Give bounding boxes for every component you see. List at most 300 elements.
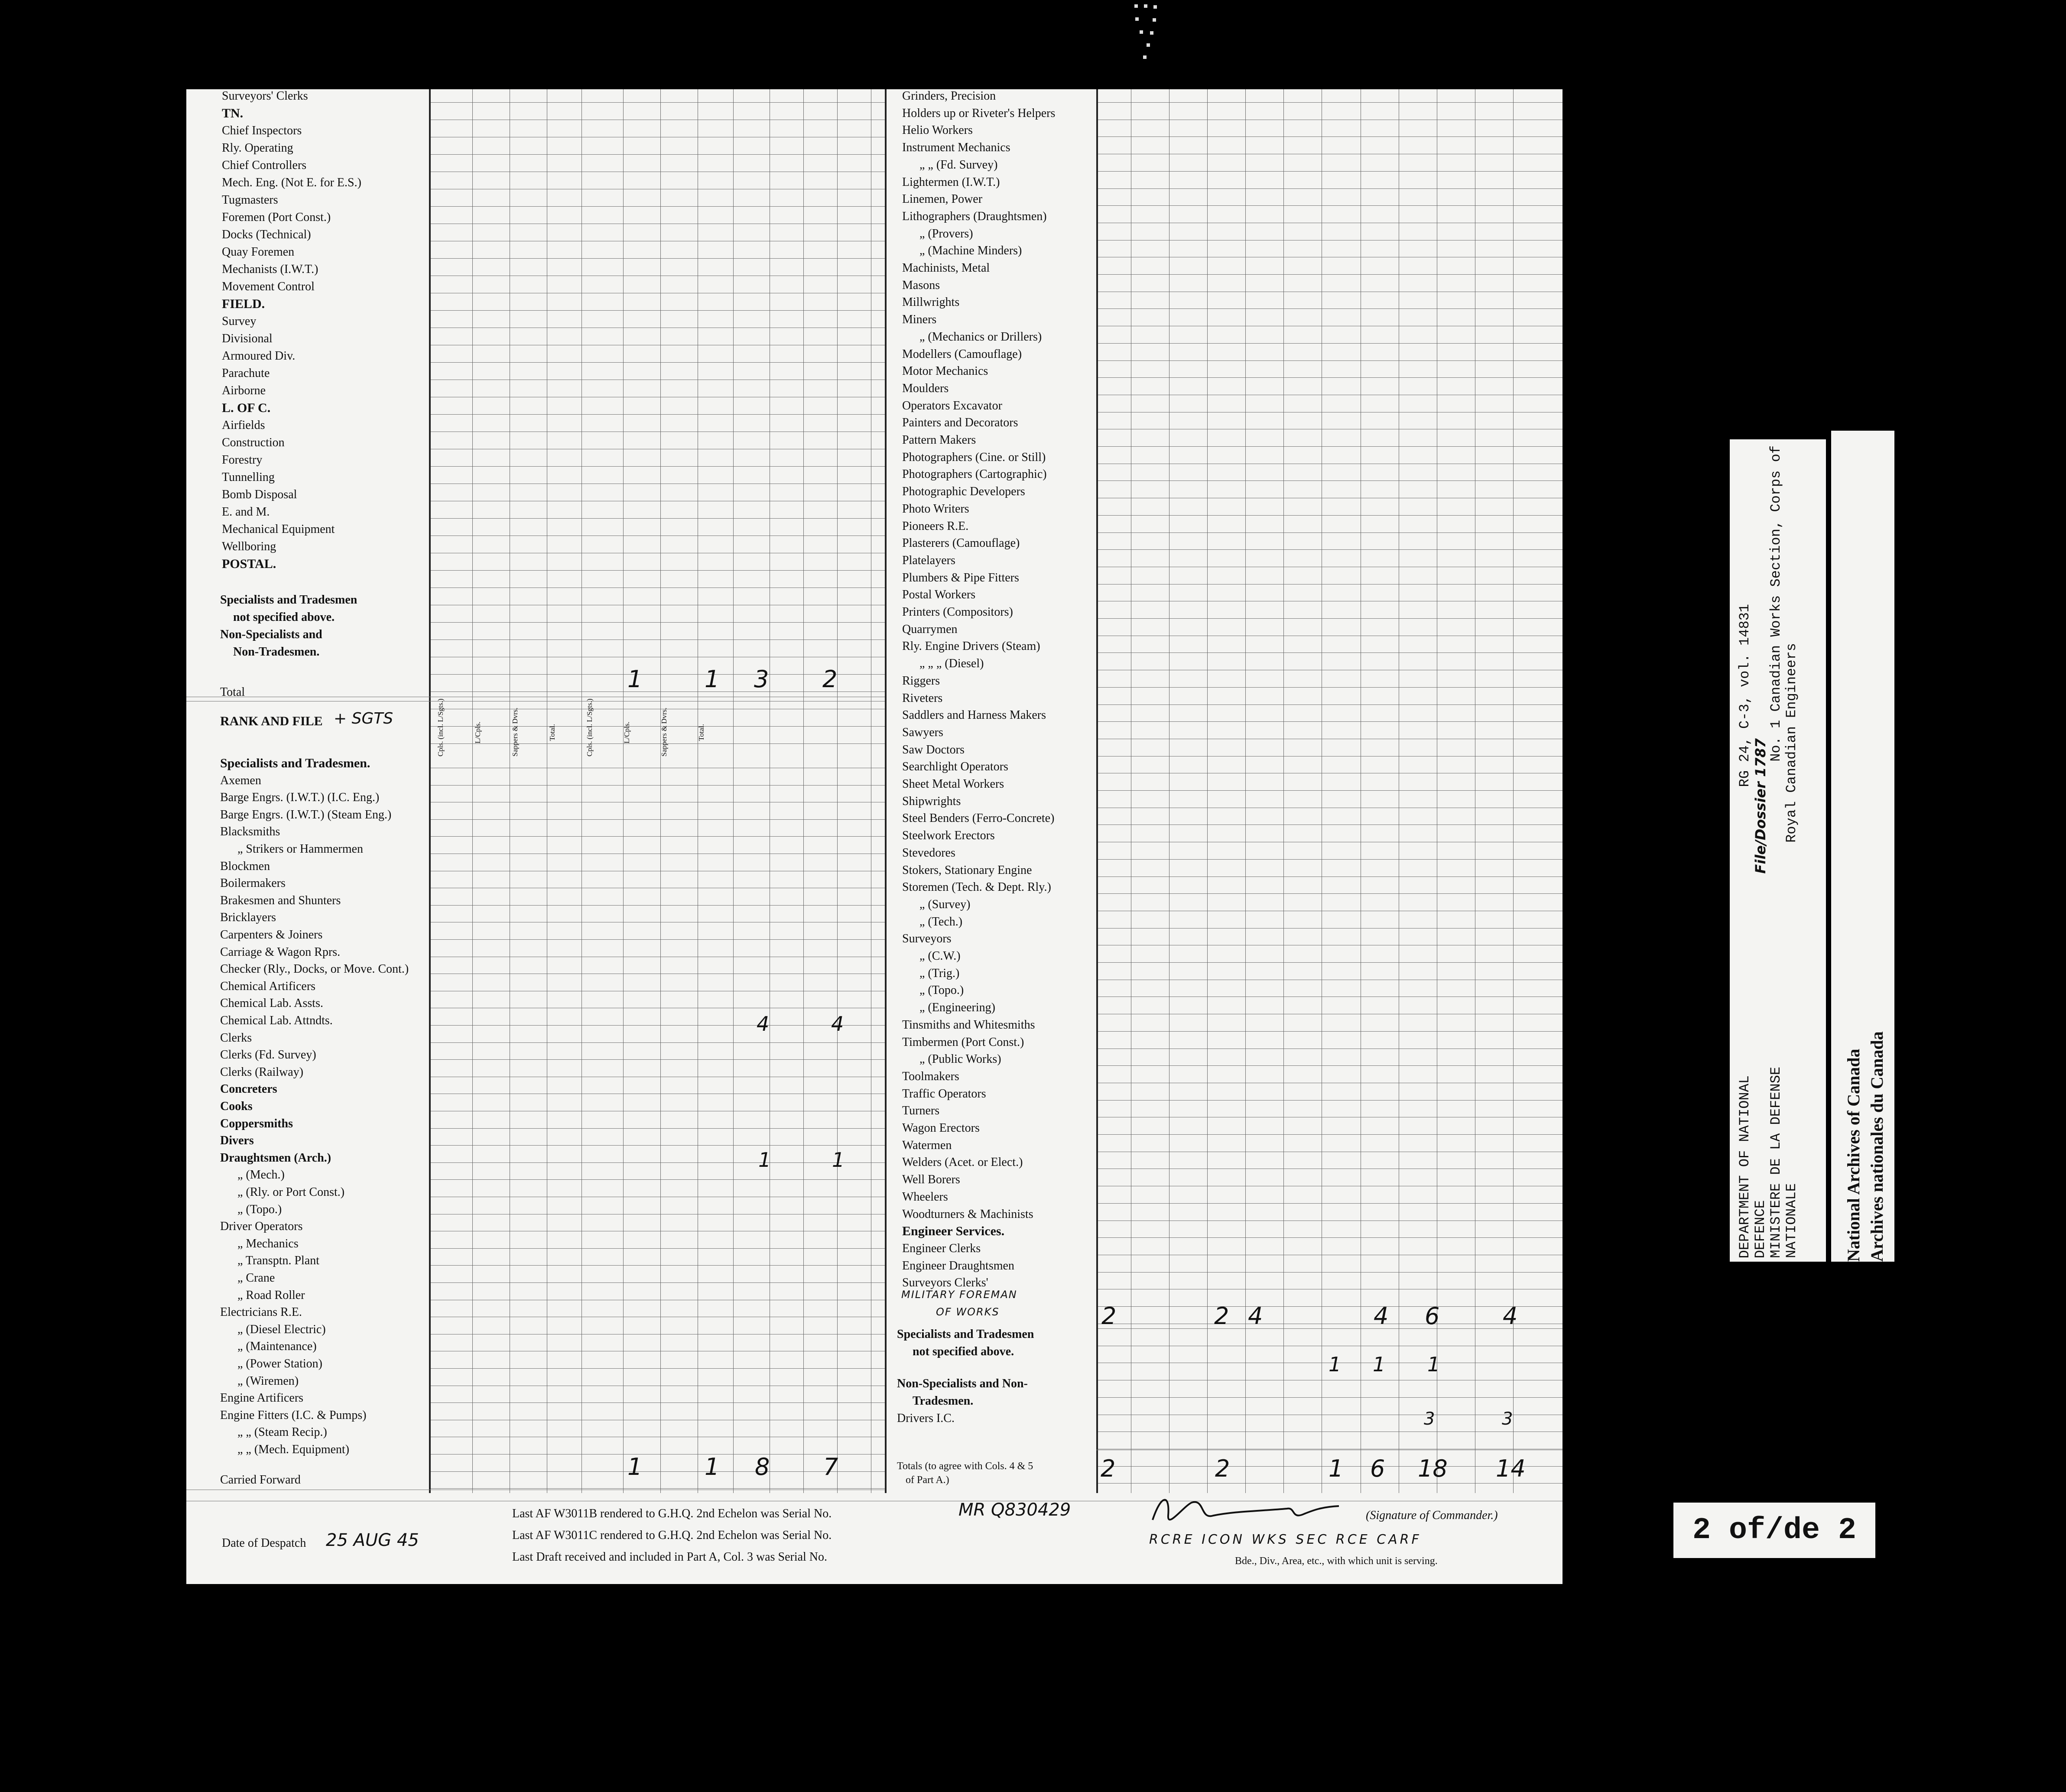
right-grid-row [1096, 1237, 1562, 1238]
right-label-6: Linemen, Power [902, 192, 983, 206]
nonspec-entry-2: 1 [1373, 1353, 1386, 1376]
right-label-34: Riggers [902, 674, 940, 688]
total-label: Total [220, 685, 245, 699]
left-bottom-label-6: Blockmen [220, 859, 270, 873]
right-grid-row [1096, 790, 1562, 791]
left-grid-row [429, 1248, 885, 1249]
left-grid-row [429, 1145, 885, 1146]
right-grid-col-5 [1283, 89, 1284, 1493]
left-bottom-label-13: Chemical Artificers [220, 979, 316, 993]
military-foreman-hw-2: OF WORKS [936, 1306, 1000, 1318]
right-label-51: „ (Trig.) [919, 966, 960, 980]
right-label-65: Woodturners & Machinists [902, 1207, 1033, 1221]
stamp-ref-1: RG 24, C-3, vol. 14831 [1737, 604, 1753, 787]
right-label-19: Painters and Decorators [902, 416, 1018, 430]
right-label-53: „ (Engineering) [919, 1001, 995, 1015]
left-bottom-label-19: Concreters [220, 1082, 277, 1096]
right-label-58: Traffic Operators [902, 1087, 986, 1101]
right-label-30: Printers (Compositors) [902, 605, 1013, 619]
right-label-2: Helio Workers [902, 123, 973, 137]
left-grid-row [429, 414, 885, 415]
col-header-2: Sappers & Dvrs. [511, 708, 519, 756]
nonspec-entry-1: 1 [1329, 1353, 1342, 1376]
left-top-label-10: Mechanists (I.W.T.) [222, 263, 318, 276]
totals-entry-4: 6 [1370, 1455, 1385, 1482]
right-label-10: Machinists, Metal [902, 261, 990, 275]
left-bottom-label-3: Barge Engrs. (I.W.T.) (Steam Eng.) [220, 808, 392, 821]
left-spec-4: Non-Tradesmen. [233, 645, 320, 659]
right-label-4: „ „ (Fd. Survey) [919, 158, 998, 172]
scan-artifact [1131, 0, 1170, 65]
right-label-44: Stevedores [902, 846, 955, 860]
carried-forward-entry-4: 7 [823, 1453, 838, 1480]
date-of-despatch-label: Date of Despatch [222, 1536, 306, 1550]
left-top-label-14: Divisional [222, 332, 273, 345]
left-bottom-label-9: Bricklayers [220, 911, 276, 925]
col-header-0: Cpls. (incl. L/Sgts.) [436, 698, 445, 756]
left-grid-row [429, 939, 885, 940]
right-label-23: Photographic Developers [902, 485, 1025, 499]
unit-handwritten: RCRE ICON WKS SEC RCE CARF [1149, 1532, 1422, 1547]
right-label-21: Photographers (Cine. or Still) [902, 450, 1046, 464]
totals-entry-1: 2 [1101, 1455, 1116, 1482]
right-label-41: Shipwrights [902, 794, 961, 808]
right-grid-row [1096, 532, 1562, 533]
right-label-38: Saw Doctors [902, 743, 965, 756]
rank-and-file-label: RANK AND FILE [220, 714, 323, 728]
right-label-43: Steelwork Erectors [902, 829, 995, 843]
right-grid-row [1096, 136, 1562, 137]
right-grid-row [1096, 308, 1562, 309]
drivers-ic-label: Drivers I.C. [897, 1412, 955, 1425]
right-label-18: Operators Excavator [902, 399, 1002, 412]
right-label-17: Moulders [902, 381, 949, 395]
left-bottom-label-18: Clerks (Railway) [220, 1065, 304, 1079]
left-top-label-16: Parachute [222, 367, 270, 380]
left-bottom-label-1: Axemen [220, 773, 261, 787]
left-top-label-5: Mech. Eng. (Not E. for E.S.) [222, 176, 361, 189]
right-grid-row [1096, 962, 1562, 963]
left-grid-row [429, 1128, 885, 1129]
right-label-55: Timbermen (Port Const.) [902, 1035, 1024, 1049]
right-label-67: Engineer Clerks [902, 1241, 981, 1255]
nonspec-entry-3: 1 [1427, 1353, 1440, 1376]
left-grid-row [429, 570, 885, 571]
stamp-line-4: NATIONALE [1783, 1183, 1800, 1258]
right-label-20: Pattern Makers [902, 433, 976, 447]
left-top-label-26: Wellboring [222, 540, 276, 553]
right-label-49: Surveyors [902, 932, 952, 946]
left-top-label-0: Surveyors' Clerks [222, 89, 308, 103]
left-bottom-label-0: Specialists and Tradesmen. [220, 756, 370, 770]
left-spec-3: Non-Specialists and [220, 628, 322, 641]
right-grid-row [1096, 1397, 1562, 1398]
left-top-label-9: Quay Foremen [222, 245, 295, 259]
left-grid-row [429, 466, 885, 467]
footer-last-draft: Last Draft received and included in Part A, Col. 3 was Serial No. [512, 1550, 828, 1564]
left-top-label-20: Construction [222, 436, 285, 449]
right-grid-row [1096, 1065, 1562, 1066]
stamp-ref-4: Royal Canadian Engineers [1783, 643, 1800, 843]
right-label-52: „ (Topo.) [919, 984, 964, 997]
left-grid-row [429, 836, 885, 837]
left-top-label-22: Tunnelling [222, 471, 275, 484]
left-top-label-25: Mechanical Equipment [222, 523, 335, 536]
left-bottom-label-20: Cooks [220, 1100, 253, 1113]
right-grid-row [1096, 480, 1562, 481]
nac-stamp [1831, 431, 1894, 1262]
left-bottom-label-12: Checker (Rly., Docks, or Move. Cont.) [220, 962, 409, 976]
mfow-entry-2: 2 [1214, 1302, 1229, 1330]
left-grid-row [429, 905, 885, 906]
right-grid-row [1096, 1031, 1562, 1032]
left-top-label-27: POSTAL. [222, 557, 276, 571]
left-grid-col-4 [581, 89, 582, 1493]
left-grid-row [429, 258, 885, 259]
footer-last-b-value: MR Q830429 [958, 1500, 1071, 1520]
left-bottom-label-24: „ (Mech.) [237, 1168, 285, 1182]
total-entry-1: 1 [627, 666, 643, 693]
right-grid-row [1096, 1306, 1562, 1307]
col-header-3: Total. [548, 724, 556, 741]
right-label-28: Plumbers & Pipe Fitters [902, 571, 1019, 584]
commander-signature [1148, 1490, 1348, 1533]
right-label-40: Sheet Metal Workers [902, 777, 1004, 791]
right-grid-row [1096, 377, 1562, 378]
right-label-47: „ (Survey) [919, 897, 971, 911]
right-label-68: Engineer Draughtsmen [902, 1259, 1014, 1273]
right-label-50: „ (C.W.) [919, 949, 961, 963]
left-bottom-label-7: Boilermakers [220, 877, 286, 890]
rank-and-file-handwritten: + SGTS [334, 710, 393, 727]
left-bottom-label-4: Blacksmiths [220, 825, 280, 839]
col-header-1: L/Cpls. [474, 721, 482, 744]
left-top-label-6: Tugmasters [222, 193, 278, 207]
left-grid-row [429, 819, 885, 820]
right-grid-row [1096, 1272, 1562, 1273]
left-top-label-2: Chief Inspectors [222, 124, 302, 137]
center-divider [885, 89, 887, 1493]
right-nonspec-1: Non-Specialists and Non- [897, 1377, 1028, 1390]
left-grid-row [429, 1179, 885, 1180]
right-spec-2: not specified above. [913, 1345, 1014, 1358]
left-grid-row [429, 1471, 885, 1472]
col-header-7: Total. [697, 724, 705, 741]
left-grid-row [429, 726, 885, 727]
right-label-9: „ (Machine Minders) [919, 244, 1022, 258]
left-grid-col-6 [660, 89, 661, 1493]
right-label-54: Tinsmiths and Whitesmiths [902, 1018, 1035, 1032]
left-bottom-label-15: Chemical Lab. Attndts. [220, 1014, 333, 1027]
carried-forward-entry-1: 1 [627, 1453, 643, 1480]
left-grid-col-11 [837, 89, 838, 1493]
left-top-label-13: Survey [222, 315, 257, 328]
totals-entry-5: 18 [1418, 1455, 1448, 1482]
right-nonspec-2: Tradesmen. [913, 1394, 974, 1408]
left-top-label-1: TN. [222, 106, 244, 120]
right-grid-row [1096, 274, 1562, 275]
left-bottom-label-34: „ (Maintenance) [237, 1340, 317, 1354]
mfow-entry-3: 4 [1248, 1302, 1263, 1330]
bde-label: Bde., Div., Area, etc., with which unit is serving. [1235, 1555, 1438, 1567]
right-label-29: Postal Workers [902, 588, 976, 602]
right-label-36: Saddlers and Harness Makers [902, 708, 1046, 722]
left-bottom-label-10: Carpenters & Joiners [220, 928, 323, 941]
mfow-entry-1: 2 [1101, 1302, 1117, 1330]
left-grid-row [429, 1162, 885, 1163]
left-grid-row [429, 1368, 885, 1369]
right-label-12: Millwrights [902, 295, 960, 309]
right-label-8: „ (Provers) [919, 227, 973, 240]
nac-french: Archives nationales du Canada [1867, 1031, 1887, 1262]
left-bottom-label-36: „ (Wiremen) [237, 1374, 299, 1388]
left-bottom-label-5: „ Strikers or Hammermen [237, 842, 364, 856]
right-grid-row [1096, 1328, 1562, 1329]
right-label-66: Engineer Services. [902, 1224, 1005, 1239]
right-grid-row [1096, 618, 1562, 619]
right-label-27: Platelayers [902, 553, 955, 567]
left-grid-row [429, 310, 885, 311]
right-label-57: Toolmakers [902, 1069, 959, 1083]
left-bottom-label-23: Draughtsmen (Arch.) [220, 1151, 331, 1165]
left-top-label-3: Rly. Operating [222, 141, 293, 155]
right-label-63: Well Borers [902, 1173, 960, 1187]
drivers-entry-1: 3 [1424, 1409, 1435, 1429]
left-grid-row [429, 622, 885, 623]
signature-label: (Signature of Commander.) [1366, 1509, 1498, 1522]
archive-stamp [1730, 439, 1826, 1262]
left-top-label-12: FIELD. [222, 297, 265, 311]
right-grid-row [1096, 515, 1562, 516]
right-label-5: Lightermen (I.W.T.) [902, 175, 1000, 189]
right-label-64: Wheelers [902, 1190, 948, 1204]
stamp-line-1: DEPARTMENT OF NATIONAL [1737, 1075, 1753, 1258]
page-indicator: 2 of/de 2 [1673, 1503, 1875, 1558]
carried-forward-entry-2: 1 [705, 1453, 720, 1480]
left-bottom-label-33: „ (Diesel Electric) [237, 1322, 326, 1336]
left-grid-row [429, 1282, 885, 1283]
left-grid-row [429, 1059, 885, 1060]
totals-entry-2: 2 [1215, 1455, 1230, 1482]
left-grid-col-8 [733, 89, 734, 1493]
right-label-33: „ „ „ (Diesel) [919, 657, 984, 671]
left-bottom-label-14: Chemical Lab. Assts. [220, 997, 323, 1010]
total-entry-2: 1 [705, 666, 720, 693]
right-label-45: Stokers, Stationary Engine [902, 863, 1032, 877]
right-label-31: Quarrymen [902, 622, 958, 636]
right-label-59: Turners [902, 1104, 940, 1118]
left-top-label-7: Foremen (Port Const.) [222, 211, 331, 224]
right-label-69: Surveyors Clerks' [902, 1276, 988, 1290]
left-top-label-23: Bomb Disposal [222, 488, 297, 501]
left-top-label-21: Forestry [222, 453, 263, 467]
carried-forward-label: Carried Forward [220, 1473, 301, 1487]
left-top-label-8: Docks (Technical) [222, 228, 311, 241]
right-grid-row [1096, 1100, 1562, 1101]
right-grid-row [1096, 343, 1562, 344]
left-top-label-15: Armoured Div. [222, 349, 296, 363]
left-bottom-label-2: Barge Engrs. (I.W.T.) (I.C. Eng.) [220, 791, 380, 805]
left-grid-row [429, 1488, 885, 1489]
drivers-entry-2: 3 [1502, 1409, 1513, 1429]
left-grid-row [429, 743, 885, 744]
right-label-13: Miners [902, 313, 937, 327]
mfow-entry-6: 4 [1503, 1302, 1518, 1330]
right-label-24: Photo Writers [902, 502, 969, 516]
left-top-label-17: Airborne [222, 384, 266, 397]
right-label-0: Grinders, Precision [902, 89, 996, 103]
right-spec-1: Specialists and Tradesmen [897, 1328, 1034, 1341]
right-grid-row [1096, 721, 1562, 722]
left-grid-row [429, 1265, 885, 1266]
left-grid-row [429, 1025, 885, 1026]
right-label-37: Sawyers [902, 725, 943, 739]
right-grid-row [1096, 102, 1562, 103]
right-label-7: Lithographers (Draughtsmen) [902, 209, 1047, 223]
footer-last-c: Last AF W3011C rendered to G.H.Q. 2nd Echelon was Serial No. [512, 1529, 832, 1542]
right-label-62: Welders (Acet. or Elect.) [902, 1156, 1023, 1169]
left-grid-row [429, 691, 885, 692]
right-label-32: Rly. Engine Drivers (Steam) [902, 640, 1040, 653]
right-grid-col-3 [1207, 89, 1208, 1493]
right-grid-border [1096, 89, 1098, 1493]
right-grid-row [1096, 704, 1562, 705]
left-top-label-11: Movement Control [222, 280, 315, 293]
totals-label-2: of Part A.) [906, 1474, 949, 1486]
left-bottom-label-25: „ (Rly. or Port Const.) [237, 1185, 345, 1199]
right-grid-row [1096, 360, 1562, 361]
left-top-label-24: E. and M. [222, 505, 270, 519]
left-top-label-18: L. OF C. [222, 401, 271, 415]
stamp-line-3: MINISTERE DE LA DEFENSE [1768, 1067, 1784, 1258]
left-bottom-label-16: Clerks [220, 1031, 252, 1045]
right-grid-row [1096, 171, 1562, 172]
left-grid-col-10 [803, 89, 804, 1493]
clerks-entry-2: 4 [831, 1012, 844, 1036]
total-entry-3: 3 [754, 666, 769, 693]
right-grid-row [1096, 1483, 1562, 1484]
right-label-56: „ (Public Works) [919, 1052, 1001, 1066]
left-bottom-label-26: „ (Topo.) [237, 1202, 282, 1216]
left-grid-row [429, 785, 885, 786]
left-bottom-label-35: „ (Power Station) [237, 1357, 322, 1370]
right-label-42: Steel Benders (Ferro-Concrete) [902, 812, 1055, 825]
left-bottom-label-37: Engine Artificers [220, 1391, 304, 1405]
right-label-1: Holders up or Riveter's Helpers [902, 106, 1056, 120]
right-grid-row [1096, 893, 1562, 894]
left-bottom-label-11: Carriage & Wagon Rprs. [220, 945, 341, 959]
mfow-entry-4: 4 [1374, 1302, 1389, 1330]
right-grid-col-4 [1245, 89, 1246, 1493]
right-grid-row [1096, 687, 1562, 688]
stamp-ref-2: File/Dossier 1787 [1752, 738, 1769, 874]
right-grid-row [1096, 446, 1562, 447]
right-label-14: „ (Mechanics or Drillers) [919, 330, 1042, 344]
right-grid-col-11 [1513, 89, 1514, 1493]
left-top-label-4: Chief Controllers [222, 159, 307, 172]
right-label-3: Instrument Mechanics [902, 141, 1010, 155]
left-bottom-label-31: „ Road Roller [237, 1288, 305, 1302]
left-bottom-label-17: Clerks (Fd. Survey) [220, 1048, 316, 1062]
right-label-39: Searchlight Operators [902, 760, 1008, 774]
left-grid-col-5 [623, 89, 624, 1493]
carried-forward-entry-3: 8 [755, 1453, 770, 1480]
left-bottom-label-22: Divers [220, 1134, 254, 1148]
right-grid-row [1096, 188, 1562, 189]
left-bottom-label-21: Coppersmiths [220, 1117, 293, 1130]
right-grid-row [1096, 205, 1562, 206]
left-bottom-label-8: Brakesmen and Shunters [220, 893, 341, 907]
left-spec-2: not specified above. [233, 610, 335, 624]
stamp-ref-3: No. 1 Canadian Works Section, Corps of [1768, 445, 1784, 762]
left-bottom-label-39: „ „ (Steam Recip.) [237, 1425, 327, 1439]
totals-entry-6: 14 [1496, 1455, 1526, 1482]
left-grid-row [429, 362, 885, 363]
left-grid-row [429, 206, 885, 207]
left-spec-1: Specialists and Tradesmen [220, 593, 357, 607]
left-bottom-label-38: Engine Fitters (I.C. & Pumps) [220, 1408, 367, 1422]
left-grid-row [429, 102, 885, 103]
clerks-entry-1: 4 [757, 1012, 770, 1036]
right-label-15: Modellers (Camouflage) [902, 347, 1022, 361]
right-grid-row [1096, 549, 1562, 550]
left-grid-border [429, 89, 431, 1493]
right-label-48: „ (Tech.) [919, 915, 963, 928]
left-bottom-label-29: „ Transptn. Plant [237, 1254, 320, 1268]
right-label-11: Masons [902, 278, 940, 292]
stamp-line-2: DEFENCE [1752, 1200, 1768, 1258]
right-label-60: Wagon Erectors [902, 1121, 980, 1135]
left-grid-row [429, 518, 885, 519]
left-grid-row [429, 1042, 885, 1043]
form-sheet [186, 89, 1562, 1584]
col-header-4: Cpls. (incl. L/Sgts.) [585, 698, 594, 756]
right-label-61: Watermen [902, 1138, 952, 1152]
total-entry-4: 2 [822, 666, 838, 693]
right-grid-row [1096, 1203, 1562, 1204]
mfow-entry-5: 6 [1425, 1302, 1440, 1330]
left-bottom-label-30: „ Crane [237, 1271, 275, 1285]
right-label-46: Storemen (Tech. & Dept. Rly.) [902, 880, 1051, 894]
left-grid-row [429, 1402, 885, 1403]
left-bottom-label-27: Driver Operators [220, 1220, 303, 1234]
nac-english: National Archives of Canada [1844, 1049, 1863, 1262]
left-bottom-label-28: „ Mechanics [237, 1237, 299, 1250]
left-bottom-label-40: „ „ (Mech. Equipment) [237, 1443, 350, 1456]
right-label-22: Photographers (Cartographic) [902, 467, 1047, 481]
left-grid-row [429, 674, 885, 675]
right-label-25: Pioneers R.E. [902, 519, 969, 533]
left-grid-col-1 [472, 89, 473, 1493]
right-label-16: Motor Mechanics [902, 364, 988, 378]
left-bottom-label-32: Electricians R.E. [220, 1305, 302, 1319]
date-of-despatch-value: 25 AUG 45 [326, 1530, 419, 1550]
col-header-6: Sappers & Dvrs. [660, 708, 668, 756]
draughtsmen-mech-entry-2: 1 [832, 1148, 845, 1172]
right-grid-row [1096, 1134, 1562, 1135]
left-grid-row [429, 154, 885, 155]
military-foreman-hw-1: MILITARY FOREMAN [901, 1289, 1017, 1301]
draughtsmen-mech-entry-1: 1 [758, 1148, 771, 1172]
right-label-35: Riveters [902, 691, 943, 705]
right-label-26: Plasterers (Camouflage) [902, 536, 1020, 550]
right-grid-row [1096, 859, 1562, 860]
totals-entry-3: 1 [1329, 1455, 1344, 1482]
left-top-label-19: Airfields [222, 419, 265, 432]
footer-last-b: Last AF W3011B rendered to G.H.Q. 2nd Echelon was Serial No. [512, 1507, 832, 1520]
col-header-5: L/Cpls. [623, 721, 631, 744]
totals-label-1: Totals (to agree with Cols. 4 & 5 [897, 1461, 1033, 1472]
